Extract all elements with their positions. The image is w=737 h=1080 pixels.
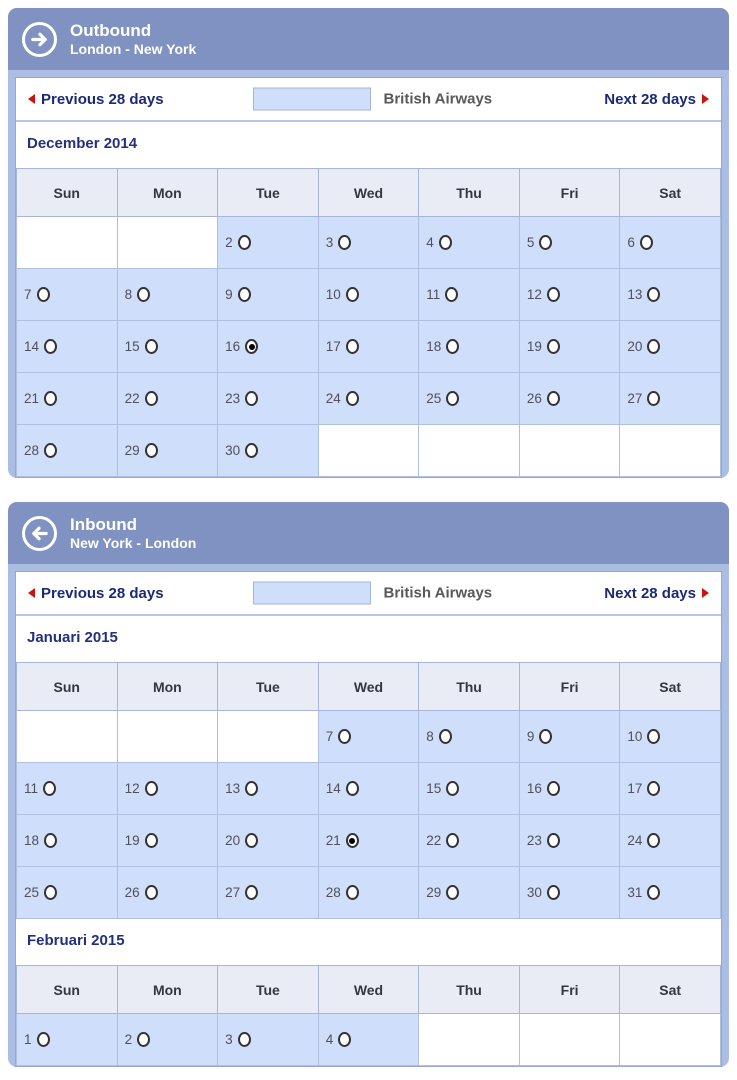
date-cell (318, 217, 419, 269)
date-cell (318, 763, 419, 815)
date-cell (519, 321, 620, 373)
date-radio-button[interactable] (647, 287, 660, 302)
date-radio-button[interactable] (346, 339, 359, 354)
day-number: 1 (24, 1032, 32, 1047)
day-of-week-header: Mon (117, 169, 218, 217)
airline-name-label: British Airways (383, 90, 493, 108)
outbound-panel (8, 8, 729, 478)
date-radio-button[interactable] (547, 885, 560, 900)
date-radio-button[interactable] (647, 391, 660, 406)
day-number: 12 (526, 287, 542, 302)
date-radio-button[interactable] (44, 391, 57, 406)
day-of-week-header: Wed (318, 169, 419, 217)
day-number: 10 (325, 287, 341, 302)
date-cell (117, 763, 218, 815)
empty-cell (620, 1014, 721, 1066)
date-radio-button[interactable] (338, 235, 351, 250)
day-number: 23 (225, 391, 241, 406)
day-number: 28 (24, 443, 40, 458)
day-number: 27 (627, 391, 643, 406)
date-cell (620, 867, 721, 919)
airline-legend (253, 88, 493, 111)
date-radio-button[interactable] (439, 729, 452, 744)
date-radio-button[interactable] (547, 781, 560, 796)
date-radio-button[interactable] (44, 885, 57, 900)
date-radio-button[interactable] (145, 885, 158, 900)
panel-title: Outbound (70, 20, 152, 40)
empty-cell (419, 1014, 520, 1066)
day-number: 21 (325, 833, 341, 848)
airline-legend (253, 582, 493, 605)
calendar-table (16, 965, 721, 1066)
day-of-week-header: Sun (17, 663, 118, 711)
day-number: 21 (24, 391, 40, 406)
left-arrow-icon (28, 94, 35, 104)
date-cell (117, 373, 218, 425)
date-radio-button[interactable] (647, 339, 660, 354)
day-number: 6 (627, 235, 635, 250)
day-number: 22 (426, 833, 442, 848)
date-radio-button[interactable] (145, 443, 158, 458)
date-radio-button[interactable] (547, 339, 560, 354)
empty-cell (419, 425, 520, 477)
date-radio-button[interactable] (145, 339, 158, 354)
date-cell (117, 1014, 218, 1066)
day-number: 13 (225, 781, 241, 796)
previous-28-days-link[interactable] (28, 91, 164, 108)
date-cell (519, 269, 620, 321)
date-radio-button[interactable] (547, 391, 560, 406)
day-number: 14 (325, 781, 341, 796)
date-cell (620, 373, 721, 425)
date-cell (620, 269, 721, 321)
day-of-week-header: Mon (117, 966, 218, 1014)
next-28-days-label: Next 28 days (604, 584, 696, 602)
date-radio-button[interactable] (238, 235, 251, 250)
date-radio-button[interactable] (647, 833, 660, 848)
calendar-week-row (17, 269, 721, 321)
day-number: 7 (24, 287, 32, 302)
day-number: 19 (124, 833, 140, 848)
day-of-week-header: Tue (218, 663, 319, 711)
next-28-days-link[interactable] (604, 91, 709, 108)
date-cell (117, 321, 218, 373)
day-of-week-header: Sun (17, 966, 118, 1014)
day-number: 24 (325, 391, 341, 406)
calendar-table (16, 168, 721, 477)
date-radio-button[interactable] (647, 885, 660, 900)
date-cell (117, 269, 218, 321)
day-number: 29 (124, 443, 140, 458)
date-radio-button[interactable] (346, 885, 359, 900)
day-number: 17 (627, 781, 643, 796)
day-number: 2 (124, 1032, 133, 1047)
date-cell (318, 373, 419, 425)
day-number: 30 (225, 443, 241, 458)
date-radio-button[interactable] (640, 235, 653, 250)
calendar-week-row (17, 321, 721, 373)
date-cell (419, 217, 520, 269)
day-of-week-header: Mon (117, 663, 218, 711)
empty-cell (17, 217, 118, 269)
day-number: 14 (24, 339, 40, 354)
day-number: 23 (526, 833, 542, 848)
date-radio-button[interactable] (445, 287, 458, 302)
date-cell (419, 373, 520, 425)
date-cell (117, 425, 218, 477)
calendar-week-row (17, 867, 721, 919)
date-cell (218, 763, 319, 815)
date-cell (17, 321, 118, 373)
date-radio-button[interactable] (346, 833, 359, 848)
day-number: 13 (627, 287, 643, 302)
date-cell (620, 711, 721, 763)
date-cell (519, 711, 620, 763)
date-cell (318, 269, 419, 321)
date-radio-button[interactable] (647, 781, 660, 796)
date-cell (318, 321, 419, 373)
outbound-calendar-box (15, 77, 722, 478)
day-of-week-header: Tue (218, 966, 319, 1014)
date-cell (218, 269, 319, 321)
right-arrow-icon (702, 588, 709, 598)
day-of-week-header: Thu (419, 966, 520, 1014)
date-radio-button[interactable] (539, 729, 552, 744)
calendar-table (16, 662, 721, 919)
date-radio-button[interactable] (245, 443, 258, 458)
date-cell (218, 321, 319, 373)
outbound-pager (16, 78, 721, 122)
day-of-week-header: Fri (519, 966, 620, 1014)
outbound-calendar (16, 122, 721, 477)
previous-28-days-label: Previous 28 days (41, 584, 164, 602)
date-radio-button[interactable] (539, 235, 552, 250)
day-number: 2 (225, 235, 233, 250)
date-cell (17, 763, 118, 815)
date-cell (419, 711, 520, 763)
inbound-panel (8, 502, 729, 1067)
date-cell (17, 1014, 118, 1066)
date-cell (218, 373, 319, 425)
date-cell (419, 321, 520, 373)
date-cell (117, 867, 218, 919)
month-title: December 2014 (16, 122, 721, 168)
previous-28-days-link[interactable] (28, 585, 164, 602)
date-cell (218, 867, 319, 919)
date-cell (519, 373, 620, 425)
empty-cell (620, 425, 721, 477)
date-radio-button[interactable] (145, 391, 158, 406)
panel-route: New York - London (70, 534, 197, 551)
date-radio-button[interactable] (137, 287, 150, 302)
empty-cell (17, 711, 118, 763)
date-radio-button[interactable] (245, 885, 258, 900)
day-number: 29 (426, 885, 442, 900)
day-number: 16 (225, 339, 241, 354)
calendar-week-row (17, 1014, 721, 1066)
date-cell (519, 763, 620, 815)
day-of-week-header: Thu (419, 169, 520, 217)
date-cell (218, 425, 319, 477)
date-radio-button[interactable] (446, 781, 459, 796)
day-number: 10 (627, 729, 643, 744)
day-number: 28 (325, 885, 341, 900)
date-cell (17, 815, 118, 867)
date-radio-button[interactable] (346, 391, 359, 406)
day-of-week-header: Sat (620, 663, 721, 711)
arrow-left-circle-icon (22, 516, 57, 551)
date-cell (419, 867, 520, 919)
date-radio-button[interactable] (547, 833, 560, 848)
day-number: 5 (526, 235, 535, 250)
empty-cell (117, 217, 218, 269)
day-number: 9 (526, 729, 535, 744)
day-number: 20 (225, 833, 241, 848)
day-of-week-header: Wed (318, 663, 419, 711)
month-title: Februari 2015 (16, 919, 721, 965)
day-number: 12 (124, 781, 140, 796)
date-radio-button[interactable] (44, 443, 57, 458)
date-cell (17, 269, 118, 321)
calendar-week-row (17, 217, 721, 269)
date-radio-button[interactable] (43, 781, 56, 796)
date-radio-button[interactable] (238, 287, 251, 302)
date-radio-button[interactable] (446, 885, 459, 900)
date-cell (620, 321, 721, 373)
date-cell (519, 217, 620, 269)
day-number: 20 (627, 339, 643, 354)
date-radio-button[interactable] (245, 833, 258, 848)
day-of-week-header: Tue (218, 169, 319, 217)
day-number: 11 (426, 287, 441, 302)
day-of-week-header: Fri (519, 169, 620, 217)
date-radio-button[interactable] (346, 287, 359, 302)
empty-cell (519, 1014, 620, 1066)
date-cell (218, 217, 319, 269)
date-cell (419, 763, 520, 815)
day-number: 3 (325, 235, 334, 250)
date-cell (17, 867, 118, 919)
day-number: 24 (627, 833, 643, 848)
empty-cell (117, 711, 218, 763)
date-radio-button[interactable] (37, 287, 50, 302)
day-number: 4 (325, 1032, 334, 1047)
date-radio-button[interactable] (439, 235, 452, 250)
next-28-days-label: Next 28 days (604, 90, 696, 108)
date-cell (519, 867, 620, 919)
day-of-week-header: Sat (620, 169, 721, 217)
date-radio-button[interactable] (446, 339, 459, 354)
day-number: 17 (325, 339, 341, 354)
date-radio-button[interactable] (547, 287, 560, 302)
date-radio-button[interactable] (245, 391, 258, 406)
date-cell (318, 867, 419, 919)
day-number: 30 (526, 885, 542, 900)
day-number: 19 (526, 339, 542, 354)
date-cell (620, 815, 721, 867)
date-radio-button[interactable] (44, 833, 57, 848)
date-radio-button[interactable] (346, 781, 359, 796)
empty-cell (519, 425, 620, 477)
date-cell (17, 425, 118, 477)
date-cell (620, 217, 721, 269)
day-number: 3 (225, 1032, 233, 1047)
day-of-week-header: Fri (519, 663, 620, 711)
inbound-pager (16, 572, 721, 616)
day-number: 8 (426, 729, 434, 744)
day-number: 9 (225, 287, 233, 302)
day-number: 7 (325, 729, 334, 744)
calendar-week-row (17, 815, 721, 867)
day-number: 11 (24, 781, 39, 796)
previous-28-days-label: Previous 28 days (41, 90, 164, 108)
outbound-panel-header (8, 8, 729, 70)
date-cell (318, 711, 419, 763)
date-cell (117, 815, 218, 867)
day-number: 8 (124, 287, 133, 302)
date-radio-button[interactable] (245, 339, 258, 354)
day-number: 26 (124, 885, 140, 900)
left-arrow-icon (28, 588, 35, 598)
date-radio-button[interactable] (338, 729, 351, 744)
date-radio-button[interactable] (446, 391, 459, 406)
date-radio-button[interactable] (37, 1032, 50, 1047)
day-number: 16 (526, 781, 542, 796)
panel-title: Inbound (70, 514, 138, 534)
date-cell (17, 373, 118, 425)
calendar-week-row (17, 711, 721, 763)
day-of-week-header: Sat (620, 966, 721, 1014)
airline-color-swatch (253, 582, 371, 605)
date-radio-button[interactable] (44, 339, 57, 354)
date-radio-button[interactable] (137, 1032, 150, 1047)
date-cell (218, 815, 319, 867)
date-cell (318, 815, 419, 867)
day-number: 25 (426, 391, 442, 406)
day-of-week-header: Wed (318, 966, 419, 1014)
date-radio-button[interactable] (245, 781, 258, 796)
empty-cell (318, 425, 419, 477)
next-28-days-link[interactable] (604, 585, 709, 602)
arrow-right-circle-icon (22, 22, 57, 57)
inbound-calendar (16, 616, 721, 1066)
date-cell (318, 1014, 419, 1066)
day-number: 25 (24, 885, 40, 900)
date-cell (620, 763, 721, 815)
day-number: 4 (426, 235, 434, 250)
month-title: Januari 2015 (16, 616, 721, 662)
day-number: 18 (426, 339, 442, 354)
calendar-week-row (17, 425, 721, 477)
inbound-calendar-box (15, 571, 722, 1067)
day-number: 22 (124, 391, 140, 406)
date-radio-button[interactable] (145, 833, 158, 848)
inbound-panel-header (8, 502, 729, 564)
airline-color-swatch (253, 88, 371, 111)
day-number: 18 (24, 833, 40, 848)
day-number: 15 (124, 339, 140, 354)
date-cell (419, 269, 520, 321)
calendar-week-row (17, 763, 721, 815)
calendar-week-row (17, 373, 721, 425)
date-cell (218, 1014, 319, 1066)
day-of-week-header: Thu (419, 663, 520, 711)
date-radio-button[interactable] (446, 833, 459, 848)
date-cell (419, 815, 520, 867)
airline-name-label: British Airways (383, 584, 493, 602)
date-radio-button[interactable] (647, 729, 660, 744)
date-radio-button[interactable] (145, 781, 158, 796)
empty-cell (218, 711, 319, 763)
date-radio-button[interactable] (238, 1032, 251, 1047)
panel-route: London - New York (70, 40, 197, 57)
day-number: 31 (627, 885, 643, 900)
date-radio-button[interactable] (338, 1032, 351, 1047)
day-of-week-header: Sun (17, 169, 118, 217)
date-cell (519, 815, 620, 867)
day-number: 15 (426, 781, 442, 796)
day-number: 26 (526, 391, 542, 406)
day-number: 27 (225, 885, 241, 900)
right-arrow-icon (702, 94, 709, 104)
